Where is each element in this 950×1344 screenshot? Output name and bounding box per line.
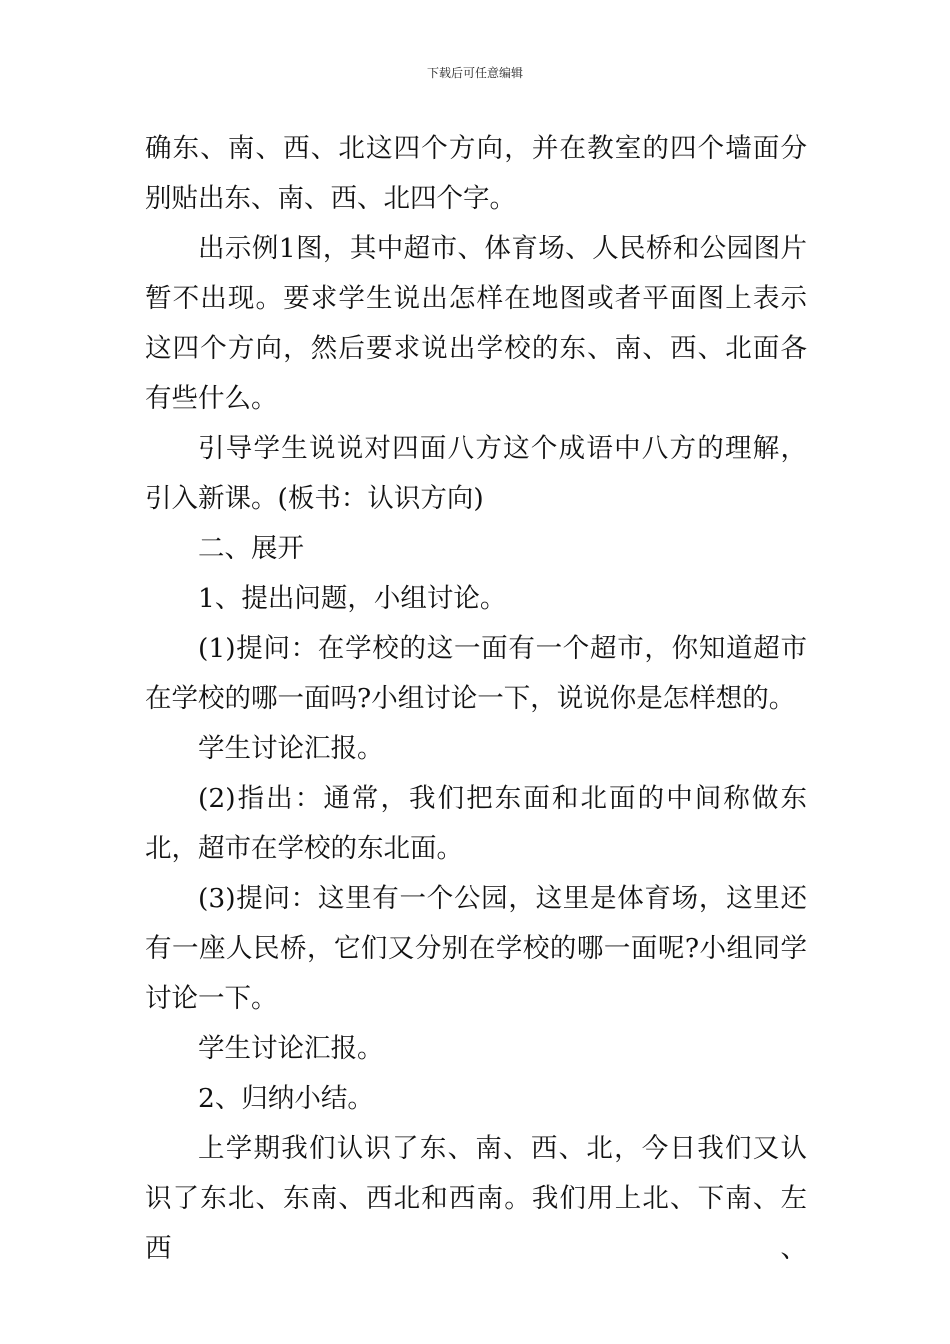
paragraph-2: 出示例1图，其中超市、体育场、人民桥和公园图片暂不出现。要求学生说出怎样在地图或者平面图上表示这四个方向，然后要求说出学校的东、南、西、北面各有些什么。 bbox=[145, 233, 807, 414]
paragraph-1: 确东、南、西、北这四个方向，并在教室的四个墙面分别贴出东、南、西、北四个字。 bbox=[145, 133, 807, 214]
paragraph-report-1: 学生讨论汇报。 bbox=[198, 733, 384, 764]
paragraph-3: 引导学生说说对四面八方这个成语中八方的理解，引入新课。(板书：认识方向) bbox=[145, 433, 807, 514]
section-heading: 二、展开 bbox=[198, 533, 304, 564]
step-heading-1: 1、提出问题，小组讨论。 bbox=[198, 583, 507, 614]
paragraph-report-2: 学生讨论汇报。 bbox=[198, 1033, 384, 1064]
document-body bbox=[145, 124, 807, 1274]
step-heading-2: 2、归纳小结。 bbox=[198, 1083, 374, 1114]
paragraph-question-3: (3)提问：这里有一个公园，这里是体育场，这里还有一座人民桥，它们又分别在学校的哪一面呢?小组同学讨论一下。 bbox=[145, 883, 807, 1014]
paragraph-question-1: (1)提问：在学校的这一面有一个超市，你知道超市在学校的哪一面吗?小组讨论一下，说说你是怎样想的。 bbox=[145, 633, 807, 714]
paragraph-point-2: (2)指出：通常，我们把东面和北面的中间称做东北，超市在学校的东北面。 bbox=[145, 783, 807, 864]
paragraph-summary: 上学期我们认识了东、南、西、北，今日我们又认识了东北、东南、西北和西南。我们用上北、下南、左西、 bbox=[145, 1133, 807, 1264]
page-header-note: 下载后可任意编辑 bbox=[426, 66, 523, 80]
